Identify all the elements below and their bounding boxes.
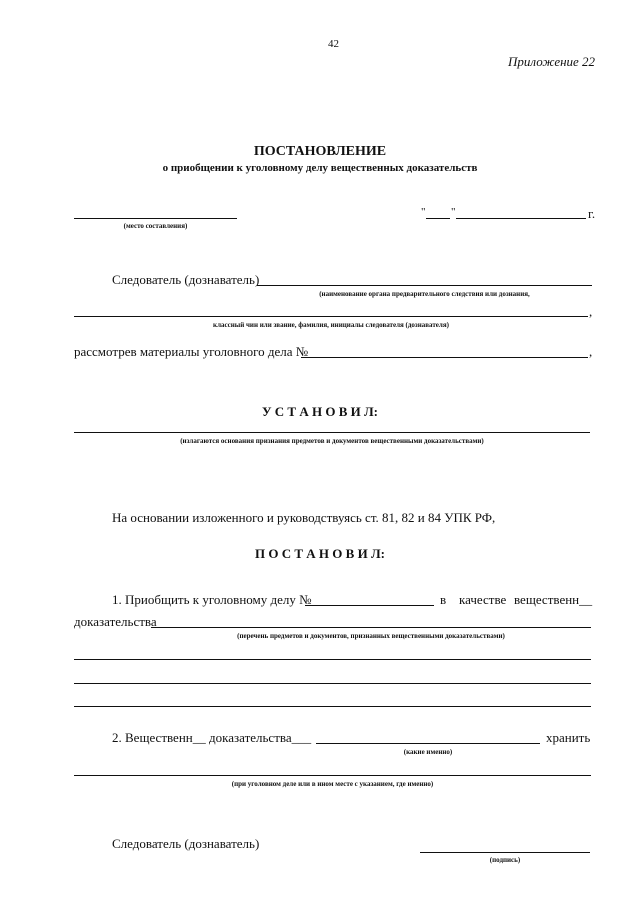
item1-evidence-word: доказательства — [74, 614, 157, 629]
item1-case-line[interactable] — [305, 605, 434, 606]
signature-line[interactable] — [420, 852, 590, 853]
rank-line[interactable] — [74, 316, 588, 317]
item2-store: хранить — [546, 730, 591, 745]
item1-list-line-2[interactable] — [74, 659, 591, 660]
item2-which-line[interactable] — [316, 743, 540, 744]
rank-caption: классный чин или звание, фамилия, инициалы следователя (дознавателя) — [213, 321, 449, 329]
case-comma: , — [589, 344, 593, 359]
appendix-label: Приложение 22 — [508, 54, 596, 69]
item2-place-line[interactable] — [74, 775, 591, 776]
resolved-heading: П О С Т А Н О В И Л: — [255, 546, 385, 561]
item2-prefix: 2. Вещественн__ доказательства___ — [112, 730, 312, 745]
investigator-label: Следователь (дознаватель) — [112, 272, 260, 287]
document-title: ПОСТАНОВЛЕНИЕ — [253, 144, 387, 159]
item1-evidence: вещественн__ — [514, 592, 593, 607]
item1-prefix: 1. Приобщить к уголовному делу № — [112, 592, 312, 607]
date-day-line[interactable] — [426, 218, 450, 219]
place-caption: (место составления) — [123, 222, 188, 230]
item2-which-caption: (какие именно) — [403, 748, 453, 756]
organ-line[interactable] — [257, 285, 592, 286]
reviewed-label: рассмотрев материалы уголовного дела № — [74, 344, 309, 359]
rank-comma: , — [589, 304, 593, 319]
signature-label: Следователь (дознаватель) — [112, 836, 260, 851]
document-subtitle: о приобщении к уголовному делу вещественных доказательств — [162, 162, 478, 174]
item1-as: в — [440, 592, 447, 607]
item2-caption: (при уголовном деле или в ином месте с указанием, где именно) — [231, 780, 434, 788]
item1-quality: качестве — [459, 592, 507, 607]
signature-caption: (подпись) — [489, 856, 521, 864]
date-open-quote: " — [421, 206, 426, 218]
established-heading: У С Т А Н О В И Л: — [261, 404, 378, 419]
date-month-year-line[interactable] — [456, 218, 586, 219]
established-caption: (излагаются основания признания предметов и документов вещественными доказательствами) — [180, 437, 484, 445]
case-number-line[interactable] — [301, 357, 588, 358]
place-line[interactable] — [74, 218, 237, 219]
basis-text: На основании изложенного и руководствуясь ст. 81, 82 и 84 УПК РФ, — [112, 510, 496, 525]
established-line[interactable] — [74, 432, 590, 433]
date-close-quote: " — [451, 206, 456, 218]
year-suffix: г. — [588, 206, 596, 221]
item1-list-line-4[interactable] — [74, 706, 591, 707]
item1-list-line-3[interactable] — [74, 683, 591, 684]
organ-caption: (наименование органа предварительного следствия или дознания, — [319, 290, 530, 298]
page-number: 42 — [328, 38, 339, 50]
item1-list-line-1[interactable] — [151, 627, 591, 628]
item1-caption: (перечень предметов и документов, признанных вещественными доказательствами) — [237, 632, 505, 640]
